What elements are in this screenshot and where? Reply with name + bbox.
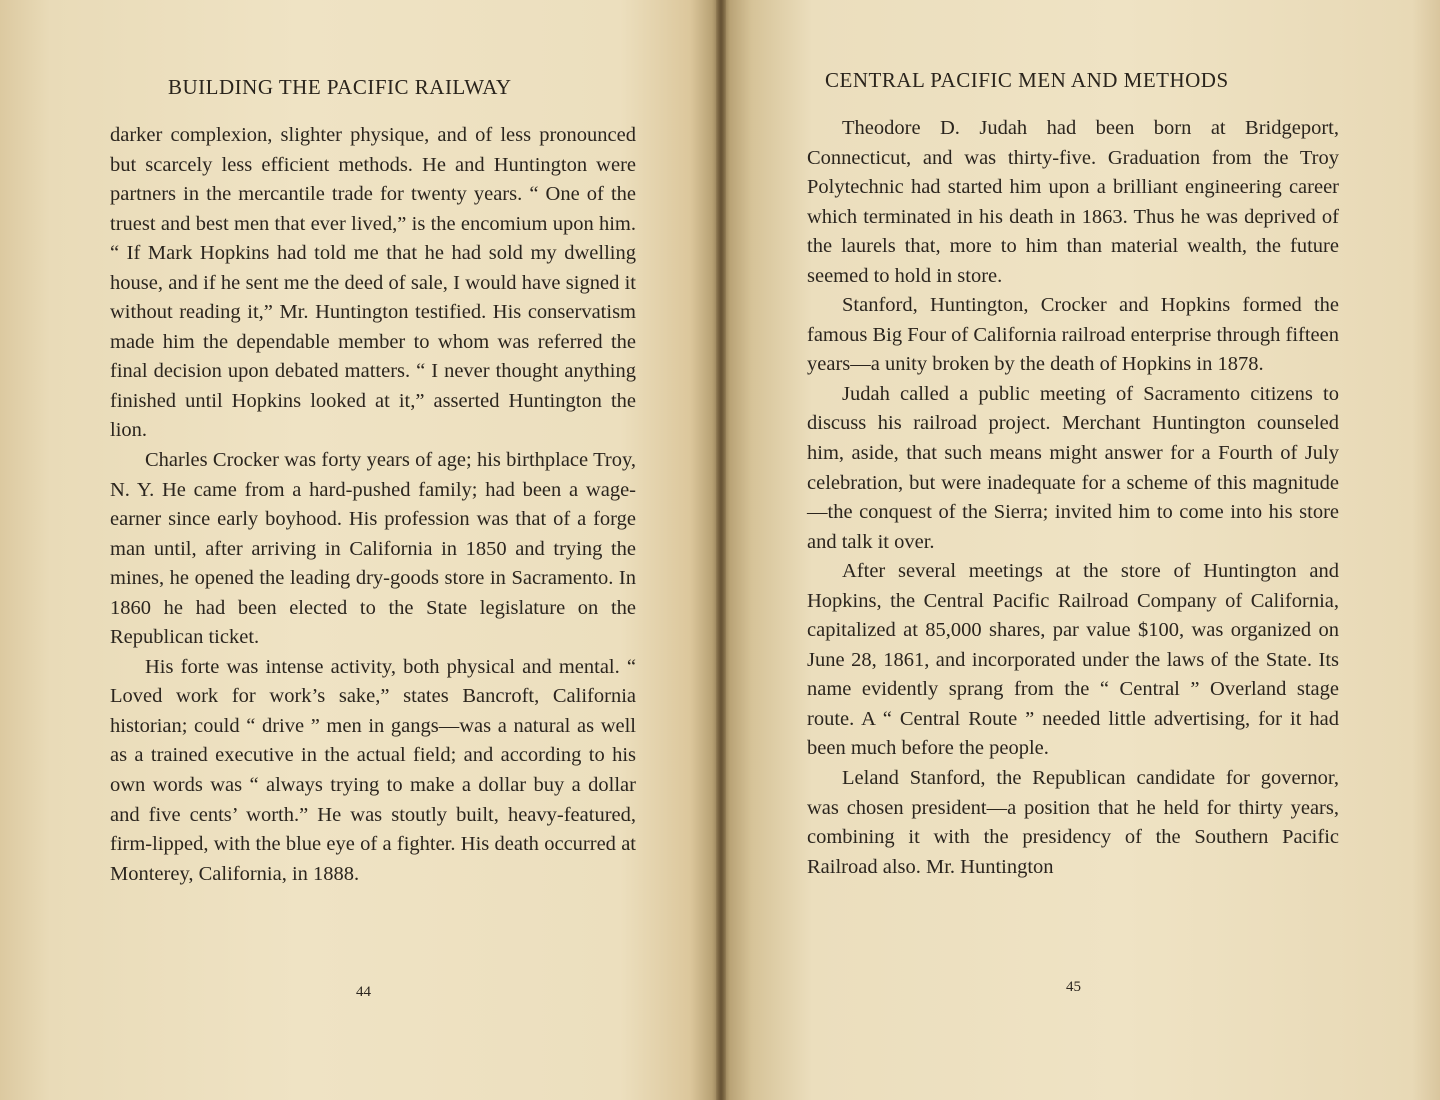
left-page-body — [110, 121, 636, 889]
page-number-right: 45 — [1066, 979, 1081, 995]
paragraph: His forte was intense activity, both physical and mental. “ Loved work for work’s sake,” states Bancroft, California historian; could “ drive ” men in gangs—was a natural as well as a trained executive in the actual field; and according to his own words was “ always trying to make a dollar buy a dollar and five cents’ worth.” He was stoutly built, heavy-featured, firm-lipped, with the blue eye of a fighter. His death occurred at Monterey, California, in 1888. — [110, 655, 636, 885]
running-head-left: BUILDING THE PACIFIC RAILWAY — [168, 75, 512, 99]
paragraph: Charles Crocker was forty years of age; his birthplace Troy, N. Y. He came from a hard-pushed family; had been a wage-earner since early boyhood. His profession was that of a forge man until, after arriving in California in 1850 and trying the mines, he opened the leading dry-goods store in Sacramento. In 1860 he had been elected to the State legislature on the Republican ticket. — [110, 449, 636, 649]
right-page — [722, 0, 1440, 1100]
running-head-right: CENTRAL PACIFIC MEN AND METHODS — [825, 68, 1229, 92]
page-number-left: 44 — [356, 984, 371, 1000]
book-gutter — [716, 0, 726, 1100]
paragraph: Stanford, Huntington, Crocker and Hopkins formed the famous Big Four of California railroad enterprise through fifteen years—a unity broken by the death of Hopkins in 1878. — [807, 294, 1339, 376]
paragraph: Leland Stanford, the Republican candidate for governor, was chosen president—a position that he held for thirty years, combining it with the presidency of the Southern Pacific Railroad also. Mr. Huntington — [807, 767, 1339, 878]
paragraph: Theodore D. Judah had been born at Bridgeport, Connecticut, and was thirty-five. Graduation from the Troy Polytechnic had started him upon a brilliant engineering career which terminated in his death in 1863. Thus he was deprived of the laurels that, more to him than material wealth, the future seemed to hold in store. — [807, 117, 1339, 287]
paragraph: After several meetings at the store of Huntington and Hopkins, the Central Pacific Railroad Company of California, capitalized at 85,000 shares, par value $100, was organized on June 28, 1861, and incorporated under the laws of the State. Its name evidently sprang from the “ Central ” Overland stage route. A “ Central Route ” needed little advertising, for it had been much before the people. — [807, 560, 1339, 760]
paragraph-continuation: darker complexion, slighter physique, and of less pronounced but scarcely less efficient methods. He and Huntington were partners in the mercantile trade for twenty years. “ One of the truest and best men that ever lived,” is the encomium upon him. “ If Mark Hopkins had told me that he had sold my dwelling house, and if he sent me the deed of sale, I would have signed it without reading it,” Mr. Huntington testified. His conservatism made him the dependable member to whom was referred the final decision upon debated matters. “ I never thought anything finished until Hopkins looked at it,” asserted Huntington the lion. — [110, 124, 636, 442]
paragraph: Judah called a public meeting of Sacramento citizens to discuss his railroad project. Merchant Huntington counseled him, aside, that such means might answer for a Fourth of July celebration, but were inadequate for a scheme of this magnitude—the conquest of the Sierra; invited him to come into his store and talk it over. — [807, 382, 1339, 553]
right-page-body — [807, 114, 1339, 882]
